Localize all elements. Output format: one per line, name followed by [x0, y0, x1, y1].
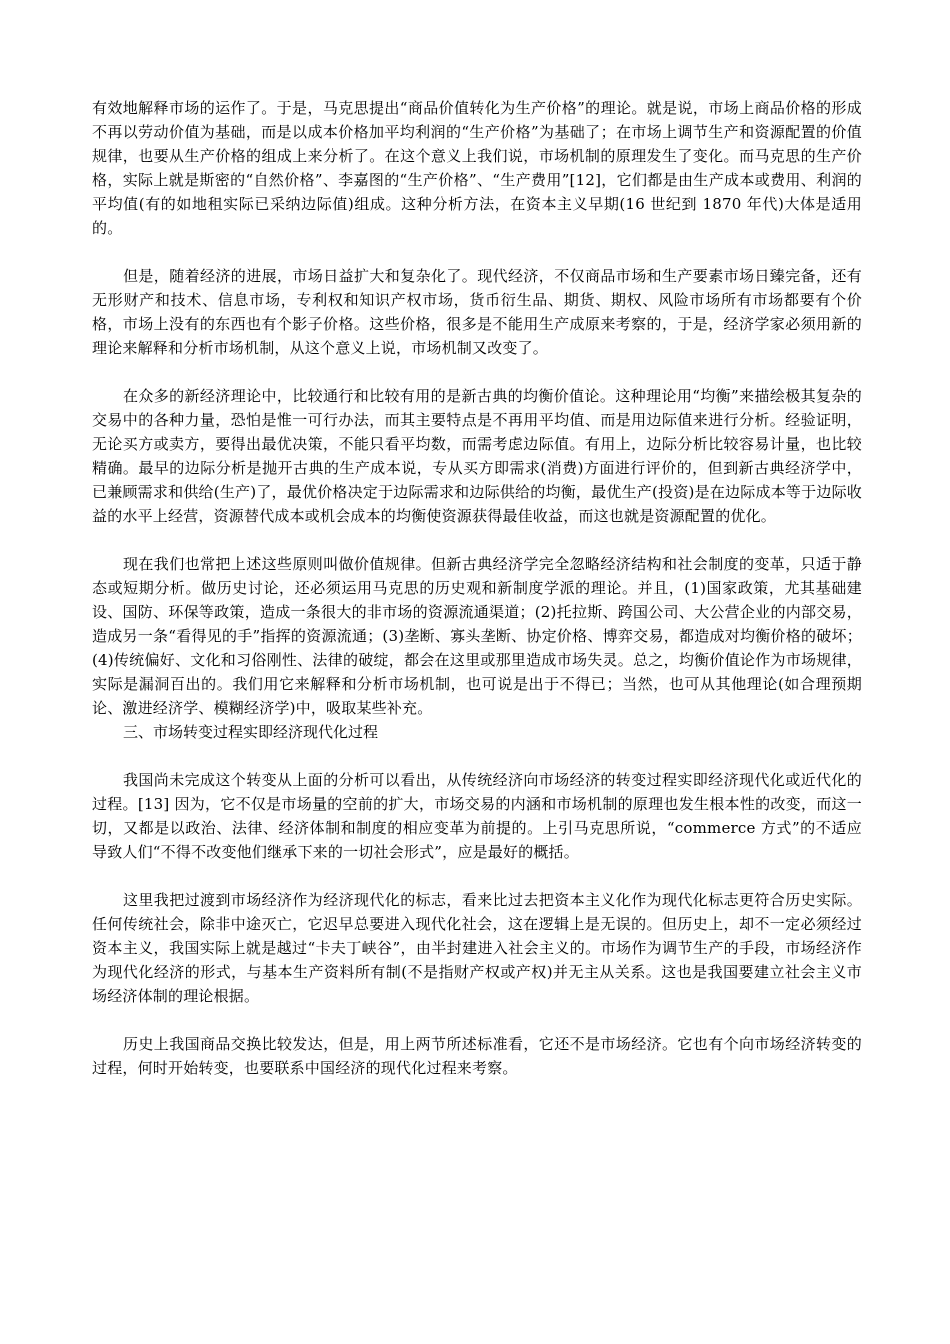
- paragraph-value-law: 现在我们也常把上述这些原则叫做价值规律。但新古典经济学完全忽略经济结构和社会制度的变革，只适于静态或短期分析。做历史讨论，还必须运用马克思的历史观和新制度学派的理论。并且，(1)国家政策，尤其基础建设、国防、环保等政策，造成一条很大的非市场的资源流通渠道；(2)托拉斯、跨国公司、大公营企业的内部交易，造成另一条“看得见的手”指挥的资源流通；(3)垄断、寡头垄断、协定价格、博弈交易，都造成对均衡价格的破坏；(4)传统偏好、文化和习俗刚性、法律的破绽，都会在这里或那里造成市场失灵。总之，均衡价值论作为市场规律，实际是漏洞百出的。我们用它来解释和分析市场机制，也可说是出于不得已；当然，也可从其他理论(如合理预期论、激进经济学、模糊经济学)中，吸取某些补充。: [92, 555, 862, 717]
- paragraph-modernization-marker: 这里我把过渡到市场经济作为经济现代化的标志，看来比过去把资本主义化作为现代化标志更符合历史实际。任何传统社会，除非中途灭亡，它迟早总要进入现代化社会，这在逻辑上是无误的。但历史上，却不一定必须经过资本主义，我国实际上就是越过“卡夫丁峡谷”，由半封建进入社会主义的。市场作为调节生产的手段，市场经济作为现代化经济的形式，与基本生产资料所有制(不是指财产权或产权)并无主从关系。这也是我国要建立社会主义市场经济体制的理论根据。: [92, 891, 862, 1005]
- paragraph-market-expansion: 但是，随着经济的进展，市场日益扩大和复杂化了。现代经济，不仅商品市场和生产要素市场日臻完备，还有无形财产和技术、信息市场，专利权和知识产权市场，货币衍生品、期货、期权、风险市场所有市场都要有个价格，市场上没有的东西也有个影子价格。这些价格，很多是不能用生产成原来考察的，于是，经济学家必须用新的理论来解释和分析市场机制，从这个意义上说，市场机制又改变了。: [92, 267, 862, 357]
- paragraph-market-operation: 有效地解释市场的运作了。于是，马克思提出“商品价值转化为生产价格”的理论。就是说，市场上商品价格的形成不再以劳动价值为基础，而是以成本价格加平均利润的“生产价格”为基础了；在市场上调节生产和资源配置的价值规律，也要从生产价格的组成上来分析了。在这个意义上我们说，市场机制的原理发生了变化。而马克思的生产价格，实际上就是斯密的“自然价格”、李嘉图的“生产价格”、“生产费用”[12]，它们都是由生产成本或费用、利润的平均值(有的如地租实际已采纳边际值)组成。这种分析方法，在资本主义早期(16 世纪到 1870 年代)大体是适用的。: [92, 99, 862, 237]
- paragraph-neoclassical-theory: 在众多的新经济理论中，比较通行和比较有用的是新古典的均衡价值论。这种理论用“均衡”来描绘极其复杂的交易中的各种力量，恐怕是惟一可行办法，而其主要特点是不再用平均值、而是用边际值来进行分析。经验证明，无论买方或卖方，要得出最优决策，不能只看平均数，而需考虑边际值。有用上，边际分析比较容易计量，也比较精确。最早的边际分析是抛开古典的生产成本说，专从买方即需求(消费)方面进行评价的，但到新古典经济学中，已兼顾需求和供给(生产)了，最优价格决定于边际需求和边际供给的均衡，最优生产(投资)是在边际成本等于边际收益的水平上经营，资源替代成本或机会成本的均衡使资源获得最佳收益，而这也就是资源配置的优化。: [92, 387, 862, 525]
- paragraph-china-history: 历史上我国商品交换比较发达，但是，用上两节所述标准看，它还不是市场经济。它也有个向市场经济转变的过程，何时开始转变，也要联系中国经济的现代化过程来考察。: [92, 1035, 862, 1077]
- section-heading: 三、市场转变过程实即经济现代化过程: [123, 723, 379, 741]
- paragraph-transition-process: 我国尚未完成这个转变从上面的分析可以看出，从传统经济向市场经济的转变过程实即经济现代化或近代化的过程。[13] 因为，它不仅是市场量的空前的扩大，市场交易的内涵和市场机制的原理也发生根本性的改变，而这一切，又都是以政治、法律、经济体制和制度的相应变革为前提的。上引马克思所说，“commerce 方式”的不适应导致人们“不得不改变他们继承下来的一切社会形式”，应是最好的概括。: [92, 771, 862, 861]
- document-page: [92, 96, 862, 1080]
